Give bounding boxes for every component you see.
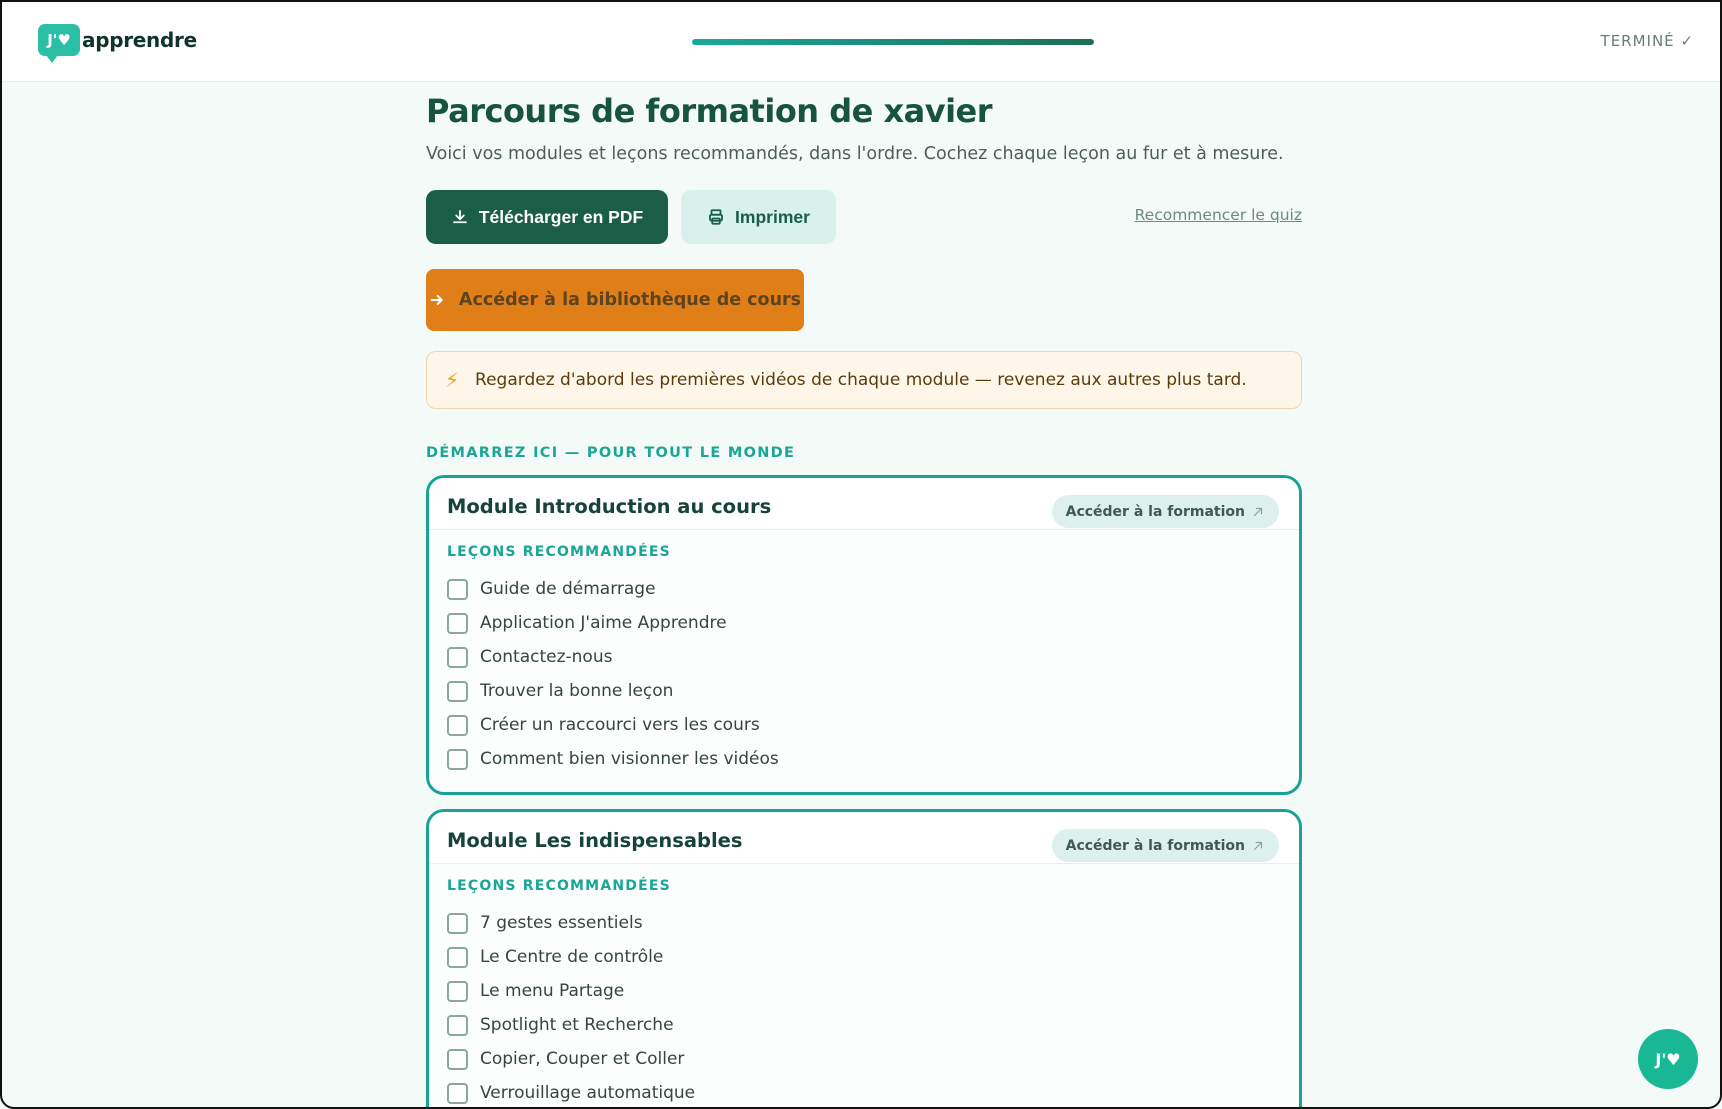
course-library-label: Accéder à la bibliothèque de cours [458, 290, 802, 310]
top-bar [2, 2, 1720, 82]
module-title: Module Les indispensables [447, 829, 743, 852]
lesson-label: Copier, Couper et Coller [480, 1049, 685, 1069]
lesson-checkbox[interactable] [447, 749, 468, 770]
lesson-checkbox[interactable] [447, 715, 468, 736]
tip-banner [426, 351, 1302, 409]
logo-text: apprendre [82, 28, 197, 52]
progress-bar [692, 39, 1094, 45]
lesson-item[interactable] [447, 708, 1281, 742]
lesson-item[interactable] [447, 906, 1281, 940]
open-training-label: Accéder à la formation [1065, 837, 1245, 854]
action-bar [426, 190, 1302, 244]
tip-text: Regardez d'abord les premières vidéos de chaque module — revenez aux autres plus tard. [475, 370, 1247, 390]
module-body [429, 530, 1299, 792]
lesson-item[interactable] [447, 742, 1281, 776]
lesson-label: Application J'aime Apprendre [480, 613, 727, 633]
lesson-item[interactable] [447, 572, 1281, 606]
logo-badge-icon: J'♥ [38, 24, 80, 56]
lesson-item[interactable] [447, 1042, 1281, 1076]
lesson-item[interactable] [447, 940, 1281, 974]
logo[interactable] [38, 24, 197, 56]
download-pdf-button[interactable] [426, 190, 668, 244]
chat-assistant-button[interactable]: J'♥ [1638, 1029, 1698, 1089]
lesson-label: Trouver la bonne leçon [480, 681, 674, 701]
lesson-label: Verrouillage automatique [480, 1083, 696, 1103]
module-card [426, 475, 1302, 795]
lesson-item[interactable] [447, 674, 1281, 708]
lesson-item[interactable] [447, 640, 1281, 674]
lesson-checkbox[interactable] [447, 681, 468, 702]
main-content [426, 92, 1302, 1109]
lesson-label: Comment bien visionner les vidéos [480, 749, 779, 769]
open-training-label: Accéder à la formation [1065, 503, 1245, 520]
recommended-lessons-label: LEÇONS RECOMMANDÉES [447, 878, 671, 894]
lesson-checkbox[interactable] [447, 613, 468, 634]
lesson-item[interactable] [447, 1008, 1281, 1042]
completion-status: TERMINÉ ✓ [1600, 32, 1694, 50]
arrow-right-icon [429, 292, 445, 308]
external-arrow-icon [1251, 839, 1265, 853]
lesson-checkbox[interactable] [447, 947, 468, 968]
lesson-item[interactable] [447, 1076, 1281, 1109]
open-training-button[interactable] [1052, 829, 1279, 862]
module-header [429, 478, 1299, 530]
course-library-button[interactable] [426, 269, 804, 331]
lesson-checkbox[interactable] [447, 579, 468, 600]
download-icon [451, 208, 469, 226]
page-subtitle: Voici vos modules et leçons recommandés, dans l'ordre. Cochez chaque leçon au fur et à mesure. [426, 144, 1284, 164]
lesson-label: Créer un raccourci vers les cours [480, 715, 760, 735]
print-button[interactable] [681, 190, 836, 244]
lesson-checkbox[interactable] [447, 1015, 468, 1036]
lesson-checkbox[interactable] [447, 913, 468, 934]
lesson-checkbox[interactable] [447, 981, 468, 1002]
lesson-item[interactable] [447, 606, 1281, 640]
module-title: Module Introduction au cours [447, 495, 772, 518]
lesson-checkbox[interactable] [447, 1049, 468, 1070]
lesson-label: Guide de démarrage [480, 579, 656, 599]
module-header [429, 812, 1299, 864]
lesson-checkbox[interactable] [447, 1083, 468, 1104]
progress-bar-fill [692, 39, 1094, 45]
lesson-item[interactable] [447, 974, 1281, 1008]
module-card [426, 809, 1302, 1109]
section-heading: DÉMARREZ ICI — POUR TOUT LE MONDE [426, 445, 796, 461]
print-label: Imprimer [735, 206, 810, 227]
lesson-label: 7 gestes essentiels [480, 913, 643, 933]
restart-quiz-link[interactable]: Recommencer le quiz [1134, 206, 1302, 224]
lesson-label: Le Centre de contrôle [480, 947, 664, 967]
printer-icon [707, 208, 725, 226]
recommended-lessons-label: LEÇONS RECOMMANDÉES [447, 544, 671, 560]
module-body [429, 864, 1299, 1109]
lesson-label: Le menu Partage [480, 981, 625, 1001]
page-title: Parcours de formation de xavier [426, 92, 993, 130]
lesson-label: Spotlight et Recherche [480, 1015, 674, 1035]
lesson-checkbox[interactable] [447, 647, 468, 668]
open-training-button[interactable] [1052, 495, 1279, 528]
external-arrow-icon [1251, 505, 1265, 519]
module-list [426, 475, 1302, 1109]
download-pdf-label: Télécharger en PDF [478, 206, 644, 227]
lightning-icon: ⚡ [445, 368, 460, 392]
lesson-label: Contactez-nous [480, 647, 613, 667]
